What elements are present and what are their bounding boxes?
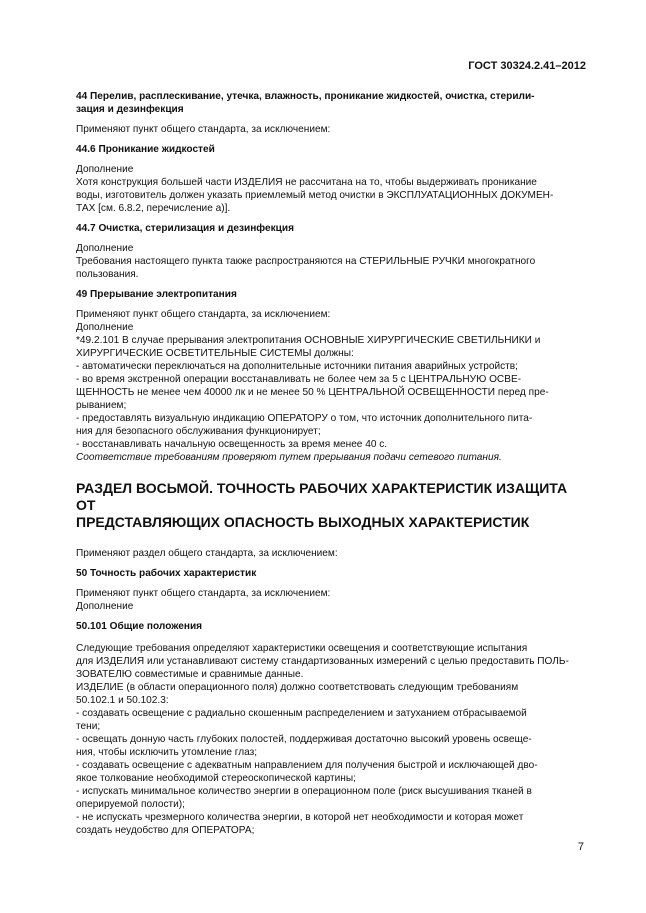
section-49-text-5: ЩЕННОСТЬ не менее чем 40000 лк и не менее 50 % ЦЕНТРАЛЬНОЙ ОСВЕЩЕННОСТИ перед пре- bbox=[76, 387, 549, 398]
standard-header: ГОСТ 30324.2.41–2012 bbox=[468, 60, 586, 72]
section-50-101-text-11: якое толкование необходимой стереоскопической картины; bbox=[76, 773, 356, 784]
section-50-intro: Применяют пункт общего стандарта, за исключением: bbox=[76, 588, 331, 599]
section-8-intro: Применяют раздел общего стандарта, за исключением: bbox=[76, 548, 338, 559]
section-44-6-text-1: Хотя конструкция большей части ИЗДЕЛИЯ не рассчитана на то, чтобы выдерживать проникание bbox=[76, 177, 537, 188]
section-50-101-text-4: ИЗДЕЛИЕ (в области операционного поля) должно соответствовать следующим требованиям bbox=[76, 682, 519, 693]
page-number: 7 bbox=[577, 841, 584, 853]
section-44-7-title: 44.7 Очистка, стерилизация и дезинфекция bbox=[76, 223, 294, 234]
section-44-6-title: 44.6 Проникание жидкостей bbox=[76, 144, 215, 155]
section-50-101-text-2: для ИЗДЕЛИЯ или устанавливают систему стандартизованных измерений с целью предоставить ПОЛЬ- bbox=[76, 656, 569, 667]
section-50-101-text-15: создать неудобство для ОПЕРАТОРА; bbox=[76, 825, 255, 836]
section-44-7-addition: Дополнение bbox=[76, 243, 134, 254]
section-50-addition: Дополнение bbox=[76, 601, 134, 612]
document-body bbox=[76, 90, 584, 837]
section-44-6-text-3: ТАХ [см. 6.8.2, перечисление а)]. bbox=[76, 203, 231, 214]
section-50-101-text-7: тени; bbox=[76, 721, 101, 732]
section-50-101-text-10: - создавать освещение с адекватным направлением для получения быстрой и исключающей дво- bbox=[76, 760, 538, 771]
section-49-title: 49 Прерывание электропитания bbox=[76, 289, 237, 300]
section-44-title: 44 Перелив, расплескивание, утечка, влажность, проникание жидкостей, очистка, стерили- bbox=[76, 91, 535, 102]
section-49-text-7: - предоставлять визуальную индикацию ОПЕРАТОРУ о том, что источник дополнительного пита- bbox=[76, 413, 533, 424]
section-50-101-text-1: Следующие требования определяют характеристики освещения и соответствующие испытания bbox=[76, 643, 528, 654]
section-49-text-9: - восстанавливать начальную освещенность за время менее 40 с. bbox=[76, 439, 388, 450]
section-44-7-text-2: пользования. bbox=[76, 269, 139, 280]
section-49-text-4: - во время экстренной операции восстанавливать не более чем за 5 с ЦЕНТРАЛЬНУЮ ОСВЕ- bbox=[76, 374, 522, 385]
section-50-title: 50 Точность рабочих характеристик bbox=[76, 568, 257, 579]
section-50-101-title: 50.101 Общие положения bbox=[76, 621, 203, 632]
section-49-text-8: ния для безопасного обслуживания функционирует; bbox=[76, 426, 321, 437]
section-49-intro: Применяют пункт общего стандарта, за исключением: bbox=[76, 309, 331, 320]
section-44-6-text-2: воды, изготовитель должен указать приемлемый метод очистки в ЭКСПЛУАТАЦИОННЫХ ДОКУМЕН- bbox=[76, 190, 554, 201]
section-49-addition: Дополнение bbox=[76, 322, 134, 333]
section-8-title-2: ПРЕДСТАВЛЯЮЩИХ ОПАСНОСТЬ ВЫХОДНЫХ ХАРАКТЕРИСТИК bbox=[76, 514, 530, 530]
section-49-text-2: ХИРУРГИЧЕСКИЕ ОСВЕТИТЕЛЬНЫЕ СИСТЕМЫ должны: bbox=[76, 348, 354, 359]
section-49-text-3: - автоматически переключаться на дополнительные источники питания аварийных устройств; bbox=[76, 361, 518, 372]
section-50-101-text-14: - не испускать чрезмерного количества энергии, в которой нет необходимости и которая может bbox=[76, 812, 524, 823]
section-50-101-text-13: оперируемой полости); bbox=[76, 799, 185, 810]
section-44-7-text-1: Требования настоящего пункта также распространяются на СТЕРИЛЬНЫЕ РУЧКИ многократного bbox=[76, 256, 536, 267]
section-49-text-6: рыванием; bbox=[76, 400, 127, 411]
section-44-title-cont: зация и дезинфекция bbox=[76, 104, 184, 115]
section-50-101-text-6: - создавать освещение с радиально скошенным распределением и затуханием отбрасываемой bbox=[76, 708, 527, 719]
section-8-title-1: РАЗДЕЛ ВОСЬМОЙ. ТОЧНОСТЬ РАБОЧИХ ХАРАКТЕРИСТИК ИЗАЩИТА ОТ bbox=[76, 480, 568, 513]
section-49-compliance: Соответствие требованиям проверяют путем прерывания подачи сетевого питания. bbox=[76, 452, 502, 463]
section-44-6-addition: Дополнение bbox=[76, 164, 134, 175]
section-44-intro: Применяют пункт общего стандарта, за исключением: bbox=[76, 124, 331, 135]
section-49-text-1: *49.2.101 В случае прерывания электропитания ОСНОВНЫЕ ХИРУРГИЧЕСКИЕ СВЕТИЛЬНИКИ и bbox=[76, 335, 541, 346]
section-50-101-text-9: ния, чтобы исключить утомление глаз; bbox=[76, 747, 258, 758]
section-50-101-text-8: - освещать донную часть глубоких полостей, поддерживая достаточно высокий уровень освеще- bbox=[76, 734, 532, 745]
section-50-101-text-12: - испускать минимальное количество энергии в операционном поле (риск высушивания тканей в bbox=[76, 786, 532, 797]
section-50-101-text-5: 50.102.1 и 50.102.3: bbox=[76, 695, 169, 706]
section-50-101-text-3: ЗОВАТЕЛЮ совместимые и сравнимые данные. bbox=[76, 669, 304, 680]
